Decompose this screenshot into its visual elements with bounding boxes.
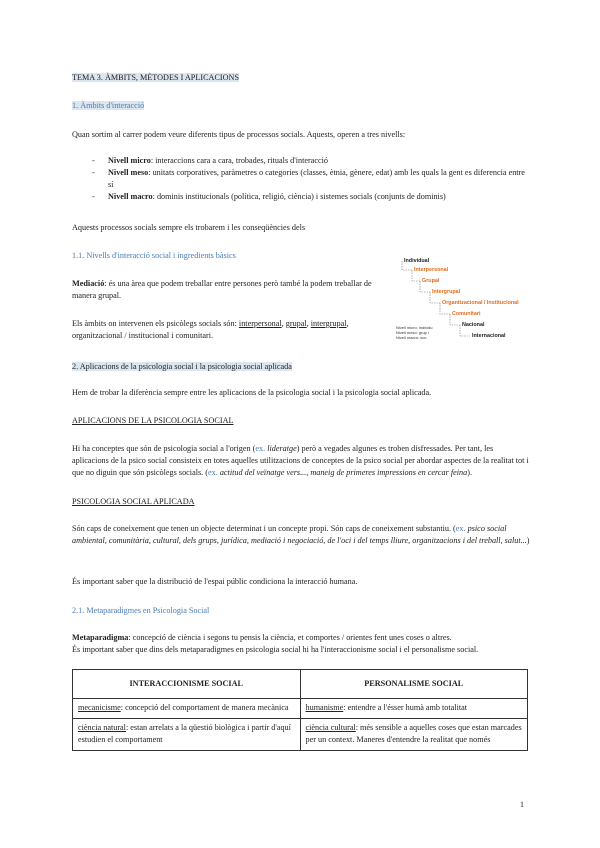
section-2-1-heading: 2.1. Metaparadigmes en Psicologia Social [72,606,210,615]
diagram-label-internacional: Internacional [472,333,506,339]
s1-intro: Quan sortim al carrer podem veure diferents tipus de processos socials. Aquests, operen a tres nivells: [72,130,406,139]
psa-heading: PSICOLOGIA SOCIAL APLICADA [72,497,195,506]
diagram-label-interpersonal: Interpersonal [414,267,449,273]
psa-paragraph: Són caps de coneixement que tenen un objecte determinat i un concepte propi. Són caps de coneixement substantiu. (ex. psico social ambiental, comunitària, cultural, dels grups, jurídica, mediació i negociació, de l'oci i del temps lliure, organitzacions i del treball, salut...) [72,524,530,545]
espai-paragraph: És important saber que la distribució de l'espai públic condiciona la interacció humana. [72,577,358,586]
diagram-label-comunitari: Comunitari [452,311,481,317]
section-2-heading: 2. Aplicacions de la psicologia social i la psicologia social aplicada [72,362,292,371]
table-row [73,699,528,719]
diagram-note: Nivell micro: individu Nivell meso: grup i Nivell macro: soc [396,325,433,340]
table-cell: mecanicisme: concepció del comportament de manera mecànica [73,699,301,719]
table-header-interaccionisme: INTERACCIONISME SOCIAL [73,670,301,699]
table-row [73,719,528,751]
level-meso: - Nivell meso: unitats corporatives, paràmetres o categories (classes, ètnia, gènere, edat) amb les quals la gent es diferencia entre sí [72,167,532,191]
level-micro: - Nivell micro: interaccions cara a cara, trobades, rituals d'interacció [72,155,532,167]
section-1-heading: 1. Àmbits d'interacció [72,101,145,110]
diagram-label-nacional: Nacional [462,322,485,328]
diagram-label-grupal: Grupal [422,278,440,284]
diagram-label-organitzacional: Organitzacional / Institucional [442,300,519,306]
s2-intro: Hem de trobar la diferència sempre entre les aplicacions de la psicologia social i la psicologia social aplicada. [72,388,432,397]
diagram-label-intergrupal: Intergrupal [432,289,461,295]
ambits-paragraph: Els àmbits on intervenen els psicòlegs socials són: interpersonal, grupal, intergrupal, organitzacional / institucional i comunitari. [72,319,349,340]
aplicacions-paragraph: Hi ha conceptes que són de psicologia social a l'origen (ex. lideratge) però a vegades algunes es troben disfressades. Per tant, les aplicacions de la psico social consisteix en totes aquelles utilitzacions de conceptes de la psico social per abordar aspectes de la realitat tot i que no diguin que són psicòlegs socials. (ex. actitud del veïnatge vers..., maneig de primeres impressions en cercar feina). [72,444,529,477]
metaparadigm-table [72,669,528,751]
metaparadigma-paragraph: Metaparadigma: concepció de ciència i segons tu pensis la ciència, et comportes / orientes fent unes coses o altres. És important saber que dins dels metaparadigmes en psicologia social hi ha l'interaccionisme social i el personalisme social. [72,633,479,654]
levels-list [72,155,532,203]
aplicacions-heading: APLICACIONS DE LA PSICOLOGIA SOCIAL [72,416,234,425]
table-cell: humanisme: entendre a l'ésser humà amb totalitat [300,699,528,719]
section-1-1-heading: 1.1. Nivells d'interacció social i ingredients bàsics [72,251,236,260]
level-macro: - Nivell macro: dominis institucionals (política, religió, ciència) i sistemes socials (conjunts de dominis) [72,191,532,203]
diagram-label-individual: Individual [404,258,430,264]
table-header-row [73,670,528,699]
levels-diagram [390,255,550,345]
document-title: TEMA 3. ÀMBITS, MÈTODES I APLICACIONS [72,73,240,82]
table-header-personalisme: PERSONALISME SOCIAL [300,670,528,699]
table-cell: ciència cultural: més sensible a aquelles coses que estan marcades per un context. Maneres d'entendre la realitat que només [300,719,528,751]
table-cell: ciència natural: estan arrelats a la qüestió biològica i partir d'aquí estudien el comportament [73,719,301,751]
page-number: 1 [520,800,524,809]
s1-consequences: Aquests processos socials sempre els trobarem i les conseqüències dels [72,223,306,232]
mediacio-paragraph: Mediació: és una àrea que podem treballar entre persones però també la podem treballar de manera grupal. [72,279,372,300]
